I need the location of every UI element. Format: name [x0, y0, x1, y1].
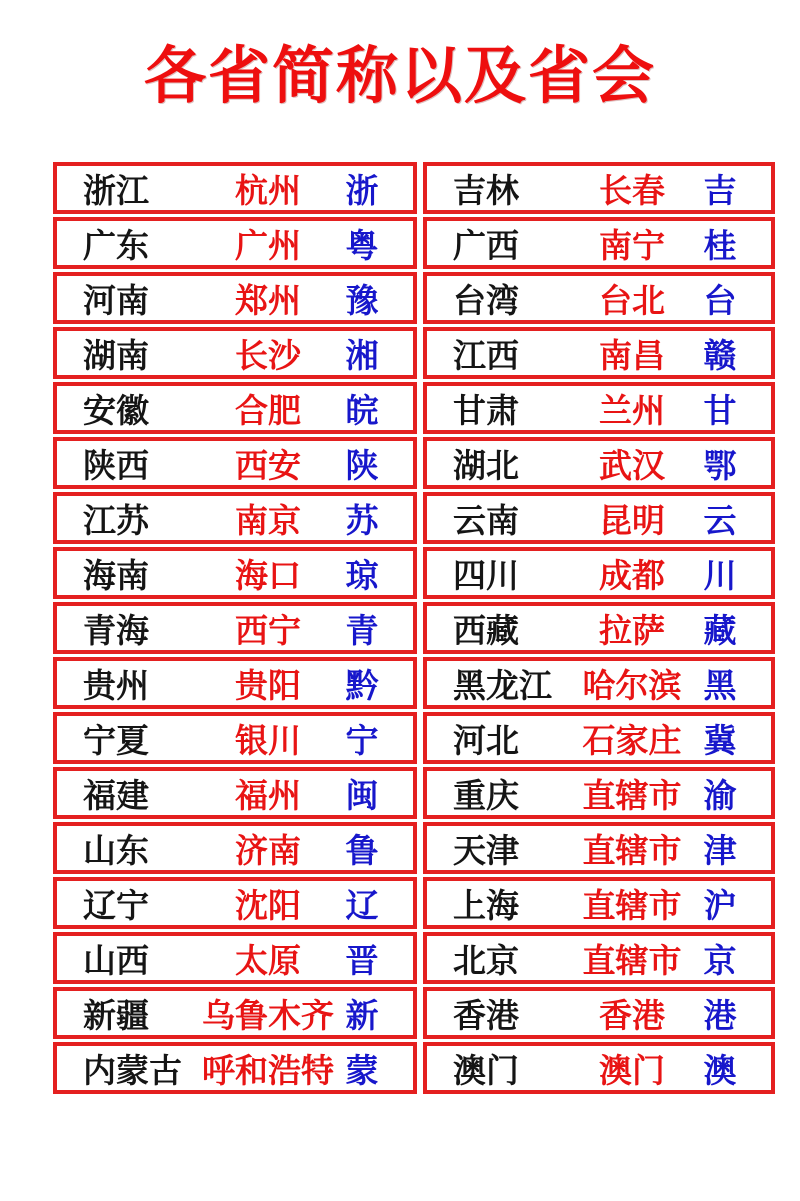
capital-name: 武汉	[599, 446, 665, 484]
abbreviation: 粤	[345, 226, 379, 264]
province-name: 江苏	[83, 501, 149, 539]
abbreviation: 鄂	[703, 446, 737, 484]
province-name: 福建	[83, 776, 149, 814]
abbreviation: 澳	[703, 1051, 737, 1089]
province-name: 广东	[83, 226, 149, 264]
province-name: 新疆	[83, 996, 149, 1034]
province-name: 澳门	[453, 1051, 519, 1089]
table-row	[423, 932, 775, 984]
table-row	[423, 987, 775, 1039]
capital-name: 郑州	[235, 281, 301, 319]
table-row	[53, 767, 417, 819]
tables-container	[53, 162, 800, 1094]
abbreviation: 陕	[345, 446, 379, 484]
capital-name: 西宁	[235, 611, 301, 649]
province-name: 西藏	[453, 611, 519, 649]
table-row	[423, 327, 775, 379]
capital-name: 南昌	[599, 336, 665, 374]
province-name: 北京	[453, 941, 519, 979]
province-name: 贵州	[83, 666, 149, 704]
table-row	[53, 437, 417, 489]
table-row	[423, 767, 775, 819]
province-name: 云南	[453, 501, 519, 539]
province-name: 湖北	[453, 446, 519, 484]
table-row	[423, 822, 775, 874]
capital-name: 福州	[235, 776, 301, 814]
capital-name: 沈阳	[235, 886, 301, 924]
table-row	[423, 712, 775, 764]
province-name: 香港	[453, 996, 519, 1034]
capital-name: 拉萨	[599, 611, 665, 649]
capital-name: 台北	[599, 281, 665, 319]
page-title: 各省简称以及省会	[143, 42, 656, 111]
capital-name: 海口	[235, 556, 301, 594]
province-name: 上海	[453, 886, 519, 924]
abbreviation: 甘	[703, 391, 737, 429]
province-name: 宁夏	[83, 721, 149, 759]
abbreviation: 吉	[703, 171, 737, 209]
abbreviation: 晋	[345, 941, 379, 979]
capital-name: 长春	[599, 171, 665, 209]
capital-name: 长沙	[235, 336, 301, 374]
capital-name: 香港	[599, 996, 665, 1034]
capital-name: 石家庄	[582, 721, 682, 759]
capital-name: 成都	[599, 556, 665, 594]
abbreviation: 鲁	[345, 831, 379, 869]
abbreviation: 渝	[703, 776, 737, 814]
table-row	[423, 162, 775, 214]
table-row	[53, 272, 417, 324]
province-name: 湖南	[83, 336, 149, 374]
province-name: 黑龙江	[453, 666, 552, 704]
abbreviation: 川	[703, 556, 737, 594]
abbreviation: 黑	[703, 666, 737, 704]
table-row	[53, 217, 417, 269]
capital-name: 兰州	[599, 391, 665, 429]
province-name: 山西	[83, 941, 149, 979]
province-name: 辽宁	[83, 886, 149, 924]
capital-name: 直辖市	[582, 831, 682, 869]
capital-name: 贵阳	[235, 666, 301, 704]
abbreviation: 蒙	[345, 1051, 379, 1089]
table-row	[53, 987, 417, 1039]
capital-name: 南京	[235, 501, 301, 539]
abbreviation: 云	[703, 501, 737, 539]
abbreviation: 黔	[345, 666, 379, 704]
capital-name: 合肥	[235, 391, 301, 429]
capital-name: 直辖市	[582, 886, 682, 924]
table-row	[53, 932, 417, 984]
table-row	[53, 162, 417, 214]
province-name: 内蒙古	[83, 1051, 182, 1089]
abbreviation: 豫	[345, 281, 379, 319]
capital-name: 直辖市	[582, 941, 682, 979]
right-table	[423, 162, 775, 1094]
abbreviation: 港	[703, 996, 737, 1034]
capital-name: 南宁	[599, 226, 665, 264]
abbreviation: 赣	[703, 336, 737, 374]
table-row	[423, 382, 775, 434]
province-name: 重庆	[453, 776, 519, 814]
province-name: 浙江	[83, 171, 149, 209]
capital-name: 银川	[235, 721, 301, 759]
table-row	[53, 492, 417, 544]
table-row	[53, 547, 417, 599]
table-row	[423, 272, 775, 324]
province-name: 河南	[83, 281, 149, 319]
abbreviation: 宁	[345, 721, 379, 759]
table-row	[53, 712, 417, 764]
province-name: 陕西	[83, 446, 149, 484]
abbreviation: 冀	[703, 721, 737, 759]
abbreviation: 苏	[345, 501, 379, 539]
poster	[0, 44, 800, 1094]
table-row	[53, 657, 417, 709]
province-name: 安徽	[83, 391, 149, 429]
province-name: 海南	[83, 556, 149, 594]
capital-name: 广州	[235, 226, 301, 264]
capital-name: 杭州	[235, 171, 301, 209]
table-row	[53, 1042, 417, 1094]
province-name: 台湾	[453, 281, 519, 319]
table-row	[53, 327, 417, 379]
abbreviation: 新	[345, 996, 379, 1034]
capital-name: 太原	[235, 941, 301, 979]
capital-name: 澳门	[599, 1051, 665, 1089]
province-name: 甘肃	[453, 391, 519, 429]
capital-name: 昆明	[599, 501, 665, 539]
capital-name: 济南	[235, 831, 301, 869]
abbreviation: 津	[703, 831, 737, 869]
abbreviation: 桂	[703, 226, 737, 264]
table-row	[53, 822, 417, 874]
abbreviation: 琼	[345, 556, 379, 594]
abbreviation: 闽	[345, 776, 379, 814]
table-row	[423, 492, 775, 544]
province-name: 山东	[83, 831, 149, 869]
abbreviation: 湘	[345, 336, 379, 374]
capital-name: 哈尔滨	[582, 666, 682, 704]
table-row	[423, 217, 775, 269]
table-row	[423, 877, 775, 929]
abbreviation: 京	[703, 941, 737, 979]
capital-name: 直辖市	[582, 776, 682, 814]
abbreviation: 沪	[703, 886, 737, 924]
table-row	[53, 877, 417, 929]
province-name: 青海	[83, 611, 149, 649]
table-row	[423, 1042, 775, 1094]
province-name: 广西	[453, 226, 519, 264]
left-table	[53, 162, 417, 1094]
abbreviation: 皖	[345, 391, 379, 429]
province-name: 河北	[453, 721, 519, 759]
abbreviation: 浙	[345, 171, 379, 209]
abbreviation: 辽	[345, 886, 379, 924]
table-row	[423, 657, 775, 709]
capital-name: 西安	[235, 446, 301, 484]
table-row	[53, 602, 417, 654]
abbreviation: 青	[345, 611, 379, 649]
table-row	[423, 437, 775, 489]
capital-name: 乌鲁木齐	[202, 996, 334, 1034]
capital-name: 呼和浩特	[202, 1051, 334, 1089]
abbreviation: 藏	[703, 611, 737, 649]
table-row	[53, 382, 417, 434]
abbreviation: 台	[703, 281, 737, 319]
province-name: 江西	[453, 336, 519, 374]
province-name: 吉林	[453, 171, 519, 209]
province-name: 天津	[453, 831, 519, 869]
table-row	[423, 547, 775, 599]
table-row	[423, 602, 775, 654]
province-name: 四川	[453, 556, 519, 594]
